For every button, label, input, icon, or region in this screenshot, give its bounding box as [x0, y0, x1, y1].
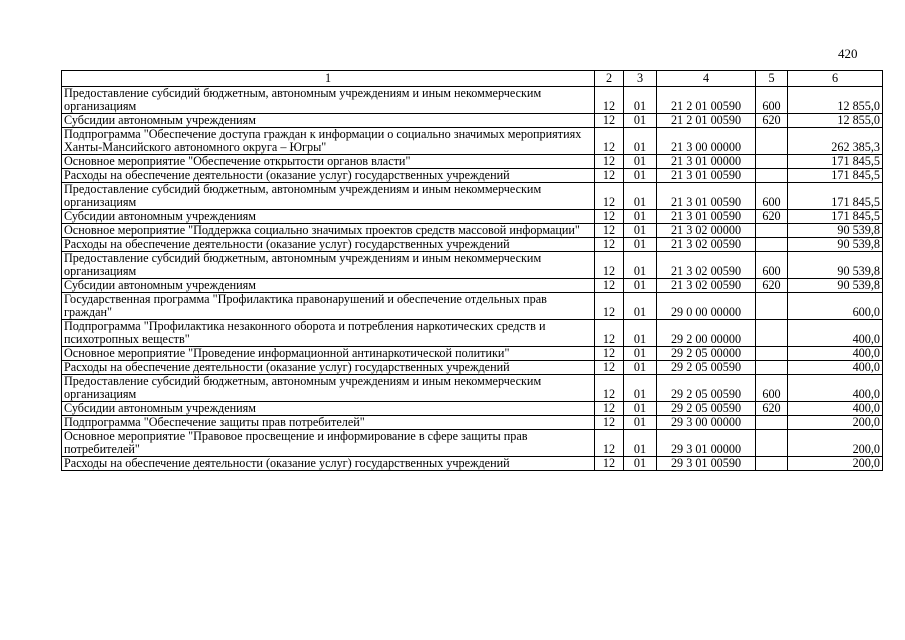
expense-type-code-cell: [756, 361, 788, 375]
target-article-code-cell: 29 2 05 00590: [657, 375, 756, 402]
subsection-code-cell: 01: [624, 169, 657, 183]
expense-type-code-cell: [756, 169, 788, 183]
subsection-code-cell: 01: [624, 252, 657, 279]
item-name-cell: Субсидии автономным учреждениям: [62, 402, 595, 416]
target-article-code-cell: 21 3 02 00000: [657, 224, 756, 238]
expense-type-code-cell: 620: [756, 402, 788, 416]
table-row: [62, 155, 883, 169]
amount-cell: 200,0: [788, 430, 883, 457]
item-name-cell: Предоставление субсидий бюджетным, автономным учреждениям и иным некоммерческим организациям: [62, 183, 595, 210]
table-row: [62, 293, 883, 320]
item-name-cell: Подпрограмма "Обеспечение доступа граждан к информации о социально значимых мероприятиях Ханты-Мансийского автономного округа – Югры": [62, 128, 595, 155]
section-code-cell: 12: [595, 279, 624, 293]
section-code-cell: 12: [595, 210, 624, 224]
table-row: [62, 114, 883, 128]
table-row: [62, 210, 883, 224]
target-article-code-cell: 29 2 05 00000: [657, 347, 756, 361]
table-row: [62, 457, 883, 471]
target-article-code-cell: 29 3 01 00590: [657, 457, 756, 471]
expense-type-code-cell: 620: [756, 210, 788, 224]
item-name-cell: Расходы на обеспечение деятельности (оказание услуг) государственных учреждений: [62, 361, 595, 375]
table-row: [62, 375, 883, 402]
section-code-cell: 12: [595, 402, 624, 416]
target-article-code-cell: 29 2 05 00590: [657, 402, 756, 416]
expense-type-code-cell: [756, 155, 788, 169]
target-article-code-cell: 21 3 02 00590: [657, 252, 756, 279]
expense-type-code-cell: [756, 347, 788, 361]
amount-cell: 400,0: [788, 402, 883, 416]
page-number: 420: [838, 46, 858, 61]
target-article-code-cell: 21 2 01 00590: [657, 87, 756, 114]
table-body: [62, 87, 883, 471]
header-col-2: 2: [595, 71, 624, 87]
target-article-code-cell: 29 2 00 00000: [657, 320, 756, 347]
table-row: [62, 430, 883, 457]
item-name-cell: Подпрограмма "Профилактика незаконного оборота и потребления наркотических средств и психотропных веществ": [62, 320, 595, 347]
target-article-code-cell: 21 3 01 00590: [657, 210, 756, 224]
section-code-cell: 12: [595, 114, 624, 128]
item-name-cell: Расходы на обеспечение деятельности (оказание услуг) государственных учреждений: [62, 238, 595, 252]
section-code-cell: 12: [595, 375, 624, 402]
table-row: [62, 238, 883, 252]
table-row: [62, 224, 883, 238]
table-row: [62, 279, 883, 293]
amount-cell: 400,0: [788, 361, 883, 375]
subsection-code-cell: 01: [624, 210, 657, 224]
item-name-cell: Расходы на обеспечение деятельности (оказание услуг) государственных учреждений: [62, 169, 595, 183]
item-name-cell: Субсидии автономным учреждениям: [62, 279, 595, 293]
expense-type-code-cell: [756, 430, 788, 457]
section-code-cell: 12: [595, 361, 624, 375]
subsection-code-cell: 01: [624, 347, 657, 361]
item-name-cell: Предоставление субсидий бюджетным, автономным учреждениям и иным некоммерческим организациям: [62, 375, 595, 402]
target-article-code-cell: 29 3 00 00000: [657, 416, 756, 430]
table-row: [62, 87, 883, 114]
target-article-code-cell: 21 3 00 00000: [657, 128, 756, 155]
item-name-cell: Государственная программа "Профилактика правонарушений и обеспечение отдельных прав граждан": [62, 293, 595, 320]
item-name-cell: Основное мероприятие "Правовое просвещение и информирование в сфере защиты прав потребителей": [62, 430, 595, 457]
target-article-code-cell: 29 0 00 00000: [657, 293, 756, 320]
section-code-cell: 12: [595, 347, 624, 361]
table-row: [62, 320, 883, 347]
amount-cell: 171 845,5: [788, 155, 883, 169]
expense-type-code-cell: 620: [756, 279, 788, 293]
amount-cell: 400,0: [788, 375, 883, 402]
section-code-cell: 12: [595, 224, 624, 238]
item-name-cell: Предоставление субсидий бюджетным, автономным учреждениям и иным некоммерческим организациям: [62, 252, 595, 279]
table-row: [62, 128, 883, 155]
expense-type-code-cell: [756, 238, 788, 252]
amount-cell: 400,0: [788, 347, 883, 361]
table-row: [62, 402, 883, 416]
item-name-cell: Подпрограмма "Обеспечение защиты прав потребителей": [62, 416, 595, 430]
subsection-code-cell: 01: [624, 155, 657, 169]
table-row: [62, 169, 883, 183]
header-col-6: 6: [788, 71, 883, 87]
item-name-cell: Субсидии автономным учреждениям: [62, 210, 595, 224]
section-code-cell: 12: [595, 169, 624, 183]
expense-type-code-cell: 620: [756, 114, 788, 128]
subsection-code-cell: 01: [624, 114, 657, 128]
header-col-1: 1: [62, 71, 595, 87]
subsection-code-cell: 01: [624, 87, 657, 114]
expense-type-code-cell: 600: [756, 183, 788, 210]
target-article-code-cell: 21 3 01 00590: [657, 169, 756, 183]
item-name-cell: Предоставление субсидий бюджетным, автономным учреждениям и иным некоммерческим организациям: [62, 87, 595, 114]
expense-type-code-cell: 600: [756, 375, 788, 402]
amount-cell: 171 845,5: [788, 169, 883, 183]
header-col-4: 4: [657, 71, 756, 87]
target-article-code-cell: 21 3 02 00590: [657, 238, 756, 252]
amount-cell: 12 855,0: [788, 114, 883, 128]
amount-cell: 200,0: [788, 416, 883, 430]
amount-cell: 171 845,5: [788, 183, 883, 210]
amount-cell: 90 539,8: [788, 279, 883, 293]
budget-table: [61, 70, 883, 471]
subsection-code-cell: 01: [624, 430, 657, 457]
subsection-code-cell: 01: [624, 402, 657, 416]
expense-type-code-cell: [756, 416, 788, 430]
amount-cell: 171 845,5: [788, 210, 883, 224]
header-col-5: 5: [756, 71, 788, 87]
expense-type-code-cell: [756, 224, 788, 238]
table-row: [62, 252, 883, 279]
amount-cell: 600,0: [788, 293, 883, 320]
target-article-code-cell: 21 3 02 00590: [657, 279, 756, 293]
section-code-cell: 12: [595, 457, 624, 471]
expense-type-code-cell: [756, 293, 788, 320]
subsection-code-cell: 01: [624, 238, 657, 252]
expense-type-code-cell: [756, 320, 788, 347]
item-name-cell: Основное мероприятие "Обеспечение открытости органов власти": [62, 155, 595, 169]
expense-type-code-cell: 600: [756, 87, 788, 114]
table-row: [62, 416, 883, 430]
section-code-cell: 12: [595, 252, 624, 279]
section-code-cell: 12: [595, 238, 624, 252]
table-row: [62, 361, 883, 375]
item-name-cell: Расходы на обеспечение деятельности (оказание услуг) государственных учреждений: [62, 457, 595, 471]
item-name-cell: Основное мероприятие "Проведение информационной антинаркотической политики": [62, 347, 595, 361]
item-name-cell: Субсидии автономным учреждениям: [62, 114, 595, 128]
amount-cell: 400,0: [788, 320, 883, 347]
target-article-code-cell: 29 2 05 00590: [657, 361, 756, 375]
subsection-code-cell: 01: [624, 128, 657, 155]
amount-cell: 90 539,8: [788, 238, 883, 252]
expense-type-code-cell: [756, 128, 788, 155]
header-col-3: 3: [624, 71, 657, 87]
amount-cell: 90 539,8: [788, 252, 883, 279]
subsection-code-cell: 01: [624, 416, 657, 430]
expense-type-code-cell: [756, 457, 788, 471]
section-code-cell: 12: [595, 293, 624, 320]
amount-cell: 200,0: [788, 457, 883, 471]
subsection-code-cell: 01: [624, 361, 657, 375]
section-code-cell: 12: [595, 87, 624, 114]
expense-type-code-cell: 600: [756, 252, 788, 279]
target-article-code-cell: 21 3 01 00590: [657, 183, 756, 210]
section-code-cell: 12: [595, 416, 624, 430]
subsection-code-cell: 01: [624, 183, 657, 210]
header-row: [62, 71, 883, 87]
section-code-cell: 12: [595, 155, 624, 169]
amount-cell: 90 539,8: [788, 224, 883, 238]
subsection-code-cell: 01: [624, 279, 657, 293]
amount-cell: 262 385,3: [788, 128, 883, 155]
target-article-code-cell: 21 3 01 00000: [657, 155, 756, 169]
subsection-code-cell: 01: [624, 320, 657, 347]
subsection-code-cell: 01: [624, 293, 657, 320]
subsection-code-cell: 01: [624, 457, 657, 471]
section-code-cell: 12: [595, 183, 624, 210]
table-row: [62, 183, 883, 210]
subsection-code-cell: 01: [624, 375, 657, 402]
item-name-cell: Основное мероприятие "Поддержка социально значимых проектов средств массовой информации": [62, 224, 595, 238]
target-article-code-cell: 21 2 01 00590: [657, 114, 756, 128]
section-code-cell: 12: [595, 320, 624, 347]
subsection-code-cell: 01: [624, 224, 657, 238]
target-article-code-cell: 29 3 01 00000: [657, 430, 756, 457]
section-code-cell: 12: [595, 128, 624, 155]
amount-cell: 12 855,0: [788, 87, 883, 114]
table-row: [62, 347, 883, 361]
section-code-cell: 12: [595, 430, 624, 457]
